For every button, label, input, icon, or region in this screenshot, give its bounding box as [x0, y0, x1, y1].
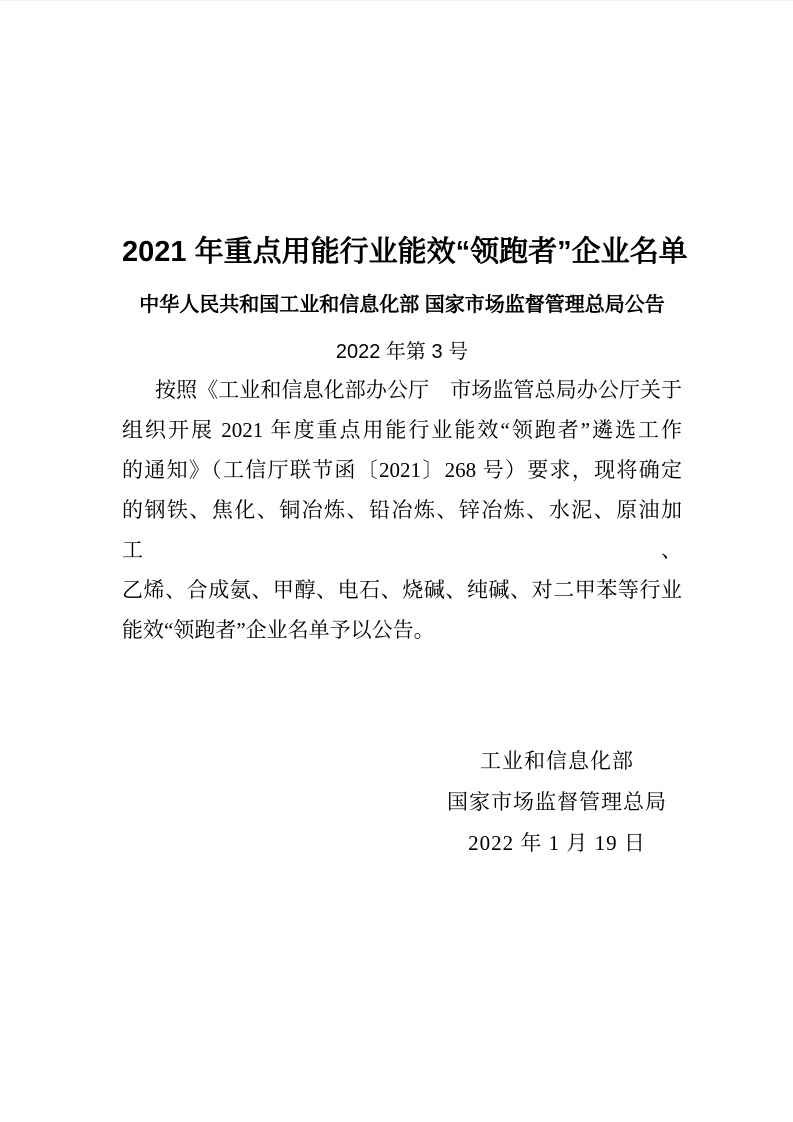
- body-line: 乙烯、合成氨、甲醇、电石、烧碱、纯碱、对二甲苯等行业: [122, 578, 682, 602]
- body-paragraph: [122, 370, 682, 650]
- body-line: 的钢铁、焦化、铜冶炼、铅冶炼、锌冶炼、水泥、原油加工、: [122, 498, 682, 562]
- body-line: 的通知》（工信厅联节函〔2021〕268 号）要求，现将确定: [122, 458, 682, 482]
- signature-date: 2022 年 1 月 19 日: [468, 831, 646, 855]
- signature-issuer-samr: 国家市场监督管理总局: [447, 790, 667, 814]
- signature-block: [432, 741, 682, 864]
- document-content-column: [122, 1, 688, 864]
- doc-number: 2022 年第 3 号: [335, 341, 469, 363]
- body-line: 组织开展 2021 年度重点用能行业能效“领跑者”遴选工作: [122, 418, 682, 442]
- body-line: 能效“领跑者”企业名单予以公告。: [122, 618, 435, 642]
- body-line: 按照《工业和信息化部办公厅 市场监管总局办公厅关于: [155, 378, 682, 402]
- document-subtitle: 中华人民共和国工业和信息化部 国家市场监督管理总局公告: [139, 294, 665, 316]
- document-title: 2021 年重点用能行业能效“领跑者”企业名单: [122, 236, 688, 268]
- signature-issuer-miit: 工业和信息化部: [480, 749, 634, 773]
